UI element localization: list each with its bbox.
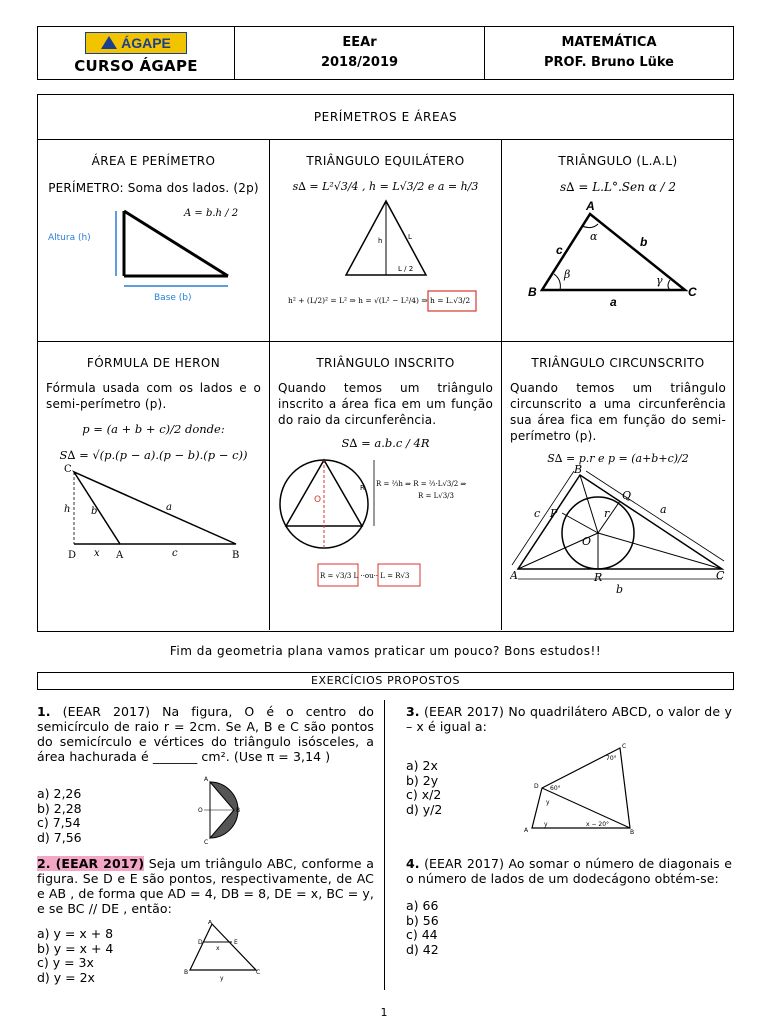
cell-heron <box>38 342 270 630</box>
perimeter-text: PERÍMETRO: Soma dos lados. (2p) <box>48 181 259 195</box>
column-divider <box>384 700 385 990</box>
svg-text:C: C <box>256 969 261 976</box>
page-number: 1 <box>380 1006 388 1019</box>
q1-semicircle-figure <box>196 776 260 844</box>
heron-triangle-figure <box>46 462 262 572</box>
inscribed-text: Quando temos um triângulo inscrito a área fica em um função do raio da circunferência. <box>278 381 493 427</box>
inscribed-result: R = √3/3 L ··ou·· L = R√3 <box>320 572 410 580</box>
svg-text:x − 20°: x − 20° <box>586 821 610 828</box>
heron-h: h <box>64 504 71 515</box>
svg-text:B: B <box>184 969 189 976</box>
equilateral-triangle-figure <box>278 193 494 313</box>
svg-text:E: E <box>234 939 238 946</box>
cell-area-perimeter <box>38 140 270 341</box>
lal-angle-gamma: γ <box>656 274 663 287</box>
cell-title: TRIÂNGULO CIRCUNSCRITO <box>531 356 705 370</box>
q3-quadrilateral-figure <box>520 742 638 836</box>
svg-text:R = L√3/3: R = L√3/3 <box>418 492 454 500</box>
q3-option-c[interactable]: c) x/2 <box>406 787 442 802</box>
q3-option-d[interactable]: d) y/2 <box>406 801 443 817</box>
lal-triangle-figure <box>510 194 726 324</box>
heron-side-c: c <box>172 548 178 559</box>
closing-text: Fim da geometria plana vamos praticar um pouco? Bons estudos!! <box>169 644 602 658</box>
lal-vertex-c: C <box>688 285 697 299</box>
circ-vertex-b: B <box>574 465 583 476</box>
q1-option-d[interactable]: d) 7,56 <box>37 829 82 845</box>
lal-angle-alpha: α <box>590 230 598 243</box>
equilateral-formula: s∆ = L²√3/4 , h = L√3/2 e a = h/3 <box>292 180 479 193</box>
heron-d: D <box>68 550 77 561</box>
q4-option-d[interactable]: d) 42 <box>406 941 439 957</box>
question-2-options <box>37 927 113 985</box>
inscribed-triangle-figure <box>278 450 494 595</box>
svg-text:y: y <box>546 799 550 806</box>
q2-option-d[interactable]: d) y = 2x <box>37 969 95 985</box>
svg-text:y: y <box>544 821 548 828</box>
q1-option-a[interactable]: a) 2,26 <box>37 786 82 801</box>
cell-inscribed <box>270 342 502 630</box>
area-formula: A = b.h / 2 <box>184 208 239 219</box>
circ-side-c: c <box>534 507 541 520</box>
heron-text: Fórmula usada com os lados e o semi-perímetro (p). <box>46 381 261 411</box>
grid-row-2 <box>38 342 733 630</box>
svg-text:y: y <box>220 975 224 982</box>
heron-formula-p: p = (a + b + c)/2 donde: <box>82 422 225 436</box>
circ-radius-r: r <box>604 507 610 520</box>
teacher: PROF. Bruno Lüke <box>544 55 674 70</box>
base-label: Base (b) <box>154 293 192 303</box>
header-logo-cell <box>38 27 235 79</box>
q3-option-a[interactable]: a) 2x <box>406 758 438 773</box>
cell-lal <box>502 140 734 341</box>
question-1: 1. (EEAR 2017) Na figura, O é o centro do semicírculo de raio r = 2cm. Se A, B e C são pontos do semicírculo e vértices do triângulo isósceles, a área hachurada é _______ cm². (Use π = 3,14 ) <box>37 704 374 764</box>
cell-title: ÁREA E PERÍMETRO <box>91 154 216 168</box>
cell-title: TRIÂNGULO EQUILÁTERO <box>306 154 465 168</box>
svg-text:C: C <box>622 743 627 750</box>
exam-year: 2018/2019 <box>320 55 399 70</box>
svg-text:B: B <box>236 807 241 814</box>
circ-point-q: Q <box>622 489 632 502</box>
circumscribed-triangle-figure <box>510 465 726 610</box>
cell-title: FÓRMULA DE HERON <box>86 356 221 370</box>
svg-text:A: A <box>208 920 213 926</box>
circ-point-r: R <box>594 571 603 584</box>
inscribed-derivation: R = ⅔h ⇒ R = ⅔·L√3/2 ⇒ <box>376 480 467 488</box>
eq-derivation: h² + (L/2)² = L² ⇒ h = √(L² − L²/4) ⇒ h = L.√3/2 <box>288 296 471 305</box>
svg-text:C: C <box>204 839 209 844</box>
svg-text:D: D <box>534 783 539 790</box>
svg-text:D: D <box>198 939 203 946</box>
svg-text:70°: 70° <box>606 755 617 762</box>
grid-row-1 <box>38 140 733 342</box>
svg-text:A: A <box>204 776 209 783</box>
subject: MATEMÁTICA <box>561 35 657 50</box>
circumscribed-formula: S∆ = p.r e p = (a+b+c)/2 <box>547 452 689 465</box>
q4-option-c[interactable]: c) 44 <box>406 927 438 942</box>
circ-vertex-a: A <box>510 569 518 582</box>
inscribed-radius-label: R <box>360 484 365 492</box>
inscribed-formula: S∆ = a.b.c / 4R <box>341 436 430 450</box>
q3-option-b[interactable]: b) 2y <box>406 772 439 788</box>
circ-center-o: O <box>582 535 592 548</box>
eq-half-label: L / 2 <box>398 265 414 273</box>
heron-vertex-a: A <box>116 550 124 561</box>
q1-option-c[interactable]: c) 7,54 <box>37 815 81 830</box>
formula-grid <box>37 94 734 632</box>
svg-text:60°: 60° <box>550 785 561 792</box>
svg-text:B: B <box>630 829 635 836</box>
question-4: 4. (EEAR 2017) Ao somar o número de diagonais e o número de lados de um dodecágono obtém-se: <box>406 856 732 886</box>
lal-side-b: b <box>640 235 648 249</box>
q4-option-b[interactable]: b) 56 <box>406 912 439 928</box>
q2-option-a[interactable]: a) y = x + 8 <box>37 926 114 941</box>
q2-option-b[interactable]: b) y = x + 4 <box>37 940 114 956</box>
heron-formula-s: S∆ = √(p.(p − a).(p − b).(p − c)) <box>59 448 248 462</box>
circ-side-b: b <box>616 583 624 596</box>
q2-option-c[interactable]: c) y = 3x <box>37 955 94 970</box>
q4-option-a[interactable]: a) 66 <box>406 898 439 913</box>
right-triangle-figure <box>46 196 262 316</box>
cell-circumscribed <box>502 342 734 630</box>
heron-x: x <box>94 548 100 559</box>
question-2: 2. (EEAR 2017) Seja um triângulo ABC, conforme a figura. Se D e E são pontos, respectivamente, de AC e AB , de forma que AD = 4, DB = 8, DE = x, BC = y, e se BC // DE , então: <box>37 856 374 916</box>
circ-side-a: a <box>660 503 667 516</box>
logo-triangle-icon <box>101 36 117 49</box>
q2-triangle-figure <box>184 920 264 982</box>
heron-c: C <box>64 464 72 475</box>
question-4-options <box>406 899 439 957</box>
cell-title: TRIÂNGULO INSCRITO <box>316 356 455 370</box>
height-label: Altura (h) <box>48 233 91 243</box>
lal-side-a: a <box>610 295 617 309</box>
question-3-options <box>406 759 442 817</box>
grid-title: PERÍMETROS E ÁREAS <box>38 95 733 140</box>
exam-name: EEAr <box>342 35 377 50</box>
inscribed-center-o: O <box>314 495 322 505</box>
question-1-options <box>37 787 82 845</box>
question-3: 3. (EEAR 2017) No quadrilátero ABCD, o valor de y – x é igual a: <box>406 704 732 734</box>
q1-option-b[interactable]: b) 2,28 <box>37 800 82 816</box>
eq-side-label: L <box>408 233 412 241</box>
lal-formula: s∆ = L.L°.Sen α / 2 <box>559 180 677 194</box>
lal-side-c: c <box>556 243 563 257</box>
exercises-title: EXERCÍCIOS PROPOSTOS <box>37 672 734 690</box>
heron-a: a <box>166 502 172 513</box>
lal-vertex-b: B <box>528 285 537 299</box>
cell-title: TRIÂNGULO (L.A.L) <box>558 154 678 168</box>
course-name: CURSO ÁGAPE <box>74 56 198 75</box>
svg-text:A: A <box>524 827 529 834</box>
header-subject-cell <box>485 27 733 79</box>
circ-vertex-c: C <box>716 569 725 582</box>
heron-b: b <box>91 506 98 517</box>
header-exam-cell <box>235 27 485 79</box>
heron-vertex-b: B <box>232 550 240 561</box>
svg-text:x: x <box>216 945 220 952</box>
eq-height-label: h <box>378 237 383 245</box>
svg-text:O: O <box>198 807 203 814</box>
circ-point-p: P <box>550 507 558 520</box>
agape-logo: ÁGAPE <box>85 32 187 54</box>
lal-vertex-a: A <box>586 199 595 213</box>
cell-equilateral <box>270 140 502 341</box>
header <box>37 26 734 80</box>
circumscribed-text: Quando temos um triângulo circunscrito a uma circunferência sua área fica em função do semi-perímetro (p). <box>510 381 726 443</box>
lal-angle-beta: β <box>564 268 571 281</box>
